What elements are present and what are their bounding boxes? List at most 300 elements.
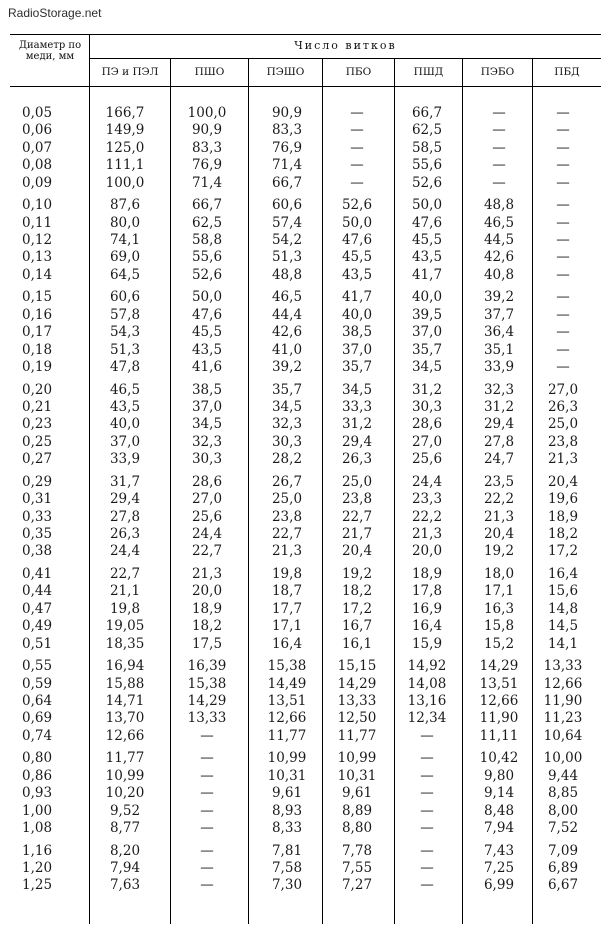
turns-cell: — xyxy=(556,249,570,265)
turns-cell: 60,6 xyxy=(109,289,141,305)
turns-cell: 17,2 xyxy=(341,601,373,617)
turns-cell: 24,7 xyxy=(483,451,515,467)
turns-cell: 42,6 xyxy=(483,249,515,265)
turns-cell: — xyxy=(556,359,570,375)
column-divider xyxy=(248,58,249,924)
diameter-cell: 0,10 xyxy=(22,197,53,213)
turns-cell: 33,3 xyxy=(341,399,373,415)
turns-cell: 46,5 xyxy=(271,289,303,305)
diameter-cell: 0,25 xyxy=(22,434,53,450)
turns-cell: 22,7 xyxy=(341,509,373,525)
turns-cell: 50,0 xyxy=(341,215,373,231)
turns-cell: 46,5 xyxy=(109,382,141,398)
turns-cell: 125,0 xyxy=(105,140,145,156)
turns-cell: 48,8 xyxy=(271,267,303,283)
turns-cell: 76,9 xyxy=(191,157,223,173)
turns-cell: 37,0 xyxy=(191,399,223,415)
turns-cell: 8,80 xyxy=(341,820,373,836)
turns-cell: 74,1 xyxy=(109,232,141,248)
turns-cell: 8,85 xyxy=(547,785,579,801)
turns-cell: 27,8 xyxy=(483,434,515,450)
turns-cell: 43,5 xyxy=(411,249,443,265)
turns-cell: 16,1 xyxy=(341,636,373,652)
turns-cell: 18,2 xyxy=(191,618,223,634)
diameter-cell: 0,31 xyxy=(22,491,53,507)
turns-cell: 35,7 xyxy=(341,359,373,375)
turns-cell: 58,8 xyxy=(191,232,223,248)
diameter-cell: 0,14 xyxy=(22,267,53,283)
turns-cell: 15,8 xyxy=(483,618,515,634)
turns-cell: 22,2 xyxy=(483,491,515,507)
turns-cell: 14,8 xyxy=(547,601,579,617)
turns-cell: — xyxy=(556,175,570,191)
turns-cell: 10,31 xyxy=(337,768,377,784)
turns-cell: 15,2 xyxy=(483,636,515,652)
turns-cell: — xyxy=(200,803,214,819)
turns-cell: 9,52 xyxy=(109,803,141,819)
turns-cell: 15,88 xyxy=(105,676,145,692)
turns-cell: 16,7 xyxy=(341,618,373,634)
turns-cell: 8,00 xyxy=(547,803,579,819)
turns-cell: 15,38 xyxy=(187,676,227,692)
turns-cell: 20,4 xyxy=(483,526,515,542)
turns-cell: 25,6 xyxy=(411,451,443,467)
diameter-cell: 0,05 xyxy=(22,105,53,121)
turns-cell: — xyxy=(420,750,434,766)
turns-cell: 28,6 xyxy=(191,474,223,490)
turns-cell: 13,16 xyxy=(407,693,447,709)
turns-cell: — xyxy=(556,197,570,213)
turns-cell: 90,9 xyxy=(271,105,303,121)
turns-cell: 36,4 xyxy=(483,324,515,340)
diameter-cell: 0,69 xyxy=(22,710,53,726)
turns-cell: 20,0 xyxy=(411,543,443,559)
turns-cell: 11,90 xyxy=(543,693,583,709)
turns-cell: 12,50 xyxy=(337,710,377,726)
turns-cell: 33,9 xyxy=(109,451,141,467)
turns-cell: — xyxy=(200,820,214,836)
turns-cell: 21,3 xyxy=(191,566,223,582)
turns-cell: — xyxy=(556,307,570,323)
turns-cell: 57,8 xyxy=(109,307,141,323)
turns-cell: 30,3 xyxy=(271,434,303,450)
column-divider xyxy=(170,58,171,924)
diameter-cell: 0,64 xyxy=(22,693,53,709)
diameter-cell: 0,06 xyxy=(22,122,53,138)
turns-cell: 18,9 xyxy=(411,566,443,582)
turns-cell: 15,38 xyxy=(267,658,307,674)
turns-cell: 9,61 xyxy=(341,785,373,801)
column-header-pbd: ПБД xyxy=(554,66,580,78)
turns-cell: 9,44 xyxy=(547,768,579,784)
turns-cell: 32,3 xyxy=(191,434,223,450)
diameter-cell: 0,12 xyxy=(22,232,53,248)
turns-cell: 9,61 xyxy=(271,785,303,801)
turns-cell: 14,1 xyxy=(547,636,579,652)
turns-cell: 11,77 xyxy=(267,728,307,744)
turns-cell: 30,3 xyxy=(191,451,223,467)
diameter-cell: 0,07 xyxy=(22,140,53,156)
turns-cell: — xyxy=(200,768,214,784)
column-divider xyxy=(322,58,323,924)
turns-cell: 23,8 xyxy=(547,434,579,450)
turns-cell: — xyxy=(420,843,434,859)
diameter-cell: 0,17 xyxy=(22,324,53,340)
diameter-cell: 0,33 xyxy=(22,509,53,525)
turns-cell: 10,99 xyxy=(337,750,377,766)
turns-cell: — xyxy=(492,175,506,191)
turns-cell: 57,4 xyxy=(271,215,303,231)
turns-cell: 71,4 xyxy=(191,175,223,191)
turns-cell: 15,6 xyxy=(547,583,579,599)
turns-cell: 27,8 xyxy=(109,509,141,525)
turns-cell: 8,93 xyxy=(271,803,303,819)
turns-cell: 29,4 xyxy=(483,416,515,432)
turns-cell: — xyxy=(350,140,364,156)
turns-cell: 44,4 xyxy=(271,307,303,323)
turns-cell: 19,6 xyxy=(547,491,579,507)
turns-cell: 18,35 xyxy=(105,636,145,652)
turns-cell: 51,3 xyxy=(271,249,303,265)
turns-cell: — xyxy=(420,820,434,836)
turns-cell: 27,0 xyxy=(411,434,443,450)
turns-cell: 20,4 xyxy=(341,543,373,559)
turns-cell: 12,66 xyxy=(105,728,145,744)
turns-cell: 31,7 xyxy=(109,474,141,490)
turns-cell: 54,3 xyxy=(109,324,141,340)
turns-cell: 60,6 xyxy=(271,197,303,213)
turns-cell: 23,3 xyxy=(411,491,443,507)
turns-cell: 39,5 xyxy=(411,307,443,323)
turns-cell: 34,5 xyxy=(191,416,223,432)
turns-cell: 7,94 xyxy=(483,820,515,836)
turns-cell: 34,5 xyxy=(411,359,443,375)
turns-cell: — xyxy=(350,122,364,138)
turns-cell: 24,4 xyxy=(191,526,223,542)
turns-cell: — xyxy=(556,140,570,156)
turns-cell: 45,5 xyxy=(191,324,223,340)
turns-cell: 69,0 xyxy=(109,249,141,265)
turns-cell: 12,66 xyxy=(479,693,519,709)
turns-cell: 10,42 xyxy=(479,750,519,766)
turns-cell: 41,7 xyxy=(411,267,443,283)
turns-cell: 6,67 xyxy=(547,877,579,893)
turns-cell: 11,77 xyxy=(105,750,145,766)
diameter-cell: 1,16 xyxy=(22,843,53,859)
turns-cell: — xyxy=(200,785,214,801)
turns-cell: 27,0 xyxy=(191,491,223,507)
turns-cell: 21,3 xyxy=(411,526,443,542)
turns-cell: 18,9 xyxy=(547,509,579,525)
column-divider xyxy=(462,58,463,924)
turns-cell: 31,2 xyxy=(341,416,373,432)
turns-cell: 17,8 xyxy=(411,583,443,599)
turns-cell: 22,7 xyxy=(191,543,223,559)
diameter-cell: 0,38 xyxy=(22,543,53,559)
turns-cell: 37,0 xyxy=(411,324,443,340)
column-header-psho: ПШО xyxy=(194,66,225,78)
turns-cell: 6,89 xyxy=(547,860,579,876)
turns-cell: 62,5 xyxy=(411,122,443,138)
diameter-cell: 0,19 xyxy=(22,359,53,375)
turns-cell: 111,1 xyxy=(105,157,145,173)
turns-cell: — xyxy=(420,860,434,876)
turns-cell: 26,7 xyxy=(271,474,303,490)
diameter-cell: 0,21 xyxy=(22,399,53,415)
turns-cell: 7,30 xyxy=(271,877,303,893)
turns-cell: 12,34 xyxy=(407,710,447,726)
turns-cell: 25,0 xyxy=(341,474,373,490)
turns-cell: 37,7 xyxy=(483,307,515,323)
diameter-cell: 0,11 xyxy=(22,215,53,231)
turns-header: Число витков xyxy=(294,39,397,52)
turns-cell: 52,6 xyxy=(411,175,443,191)
turns-cell: — xyxy=(200,728,214,744)
turns-cell: 8,48 xyxy=(483,803,515,819)
turns-cell: — xyxy=(420,877,434,893)
turns-cell: 11,77 xyxy=(337,728,377,744)
turns-cell: 15,9 xyxy=(411,636,443,652)
turns-cell: 15,15 xyxy=(337,658,377,674)
turns-cell: 19,2 xyxy=(483,543,515,559)
turns-cell: 21,3 xyxy=(271,543,303,559)
turns-cell: 58,5 xyxy=(411,140,443,156)
turns-cell: 18,7 xyxy=(271,583,303,599)
diameter-cell: 0,47 xyxy=(22,601,53,617)
turns-cell: — xyxy=(200,750,214,766)
diameter-cell: 1,08 xyxy=(22,820,53,836)
turns-cell: 10,99 xyxy=(267,750,307,766)
column-divider xyxy=(89,34,90,924)
turns-cell: 18,2 xyxy=(547,526,579,542)
turns-cell: — xyxy=(492,140,506,156)
turns-cell: 66,7 xyxy=(411,105,443,121)
turns-cell: 100,0 xyxy=(187,105,227,121)
turns-cell: 19,8 xyxy=(271,566,303,582)
diameter-cell: 0,27 xyxy=(22,451,53,467)
turns-cell: 17,7 xyxy=(271,601,303,617)
turns-cell: 45,5 xyxy=(411,232,443,248)
turns-cell: 14,5 xyxy=(547,618,579,634)
diameter-cell: 1,00 xyxy=(22,803,53,819)
turns-cell: 14,29 xyxy=(337,676,377,692)
turns-cell: 50,0 xyxy=(191,289,223,305)
diameter-cell: 0,20 xyxy=(22,382,53,398)
turns-cell: 21,3 xyxy=(547,451,579,467)
turns-cell: 45,5 xyxy=(341,249,373,265)
turns-cell: 25,6 xyxy=(191,509,223,525)
turns-cell: 24,4 xyxy=(411,474,443,490)
turns-cell: 34,5 xyxy=(341,382,373,398)
turns-cell: 22,2 xyxy=(411,509,443,525)
turns-cell: 10,00 xyxy=(543,750,583,766)
diameter-cell: 0,08 xyxy=(22,157,53,173)
diameter-cell: 0,49 xyxy=(22,618,53,634)
turns-cell: — xyxy=(556,342,570,358)
turns-cell: 16,39 xyxy=(187,658,227,674)
turns-cell: 25,0 xyxy=(271,491,303,507)
turns-cell: 14,71 xyxy=(105,693,145,709)
turns-cell: — xyxy=(556,289,570,305)
diameter-cell: 0,18 xyxy=(22,342,53,358)
diameter-cell: 0,74 xyxy=(22,728,53,744)
turns-cell: 10,64 xyxy=(543,728,583,744)
turns-cell: 35,1 xyxy=(483,342,515,358)
turns-cell: 6,99 xyxy=(483,877,515,893)
turns-cell: 10,99 xyxy=(105,768,145,784)
turns-cell: 52,6 xyxy=(191,267,223,283)
turns-cell: — xyxy=(492,105,506,121)
turns-cell: 39,2 xyxy=(483,289,515,305)
turns-cell: 50,0 xyxy=(411,197,443,213)
turns-cell: 8,77 xyxy=(109,820,141,836)
diameter-cell: 0,93 xyxy=(22,785,53,801)
turns-cell: — xyxy=(556,105,570,121)
turns-cell: 17,2 xyxy=(547,543,579,559)
turns-cell: 41,0 xyxy=(271,342,303,358)
turns-cell: 166,7 xyxy=(105,105,145,121)
turns-cell: 40,0 xyxy=(341,307,373,323)
turns-cell: 7,81 xyxy=(271,843,303,859)
turns-cell: 8,20 xyxy=(109,843,141,859)
turns-cell: 19,05 xyxy=(105,618,145,634)
turns-cell: 39,2 xyxy=(271,359,303,375)
turns-cell: 32,3 xyxy=(271,416,303,432)
diameter-cell: 0,59 xyxy=(22,676,53,692)
turns-cell: 31,2 xyxy=(411,382,443,398)
turns-cell: 26,3 xyxy=(547,399,579,415)
turns-cell: 43,5 xyxy=(191,342,223,358)
turns-cell: 29,4 xyxy=(341,434,373,450)
diameter-cell: 0,51 xyxy=(22,636,53,652)
turns-cell: 22,7 xyxy=(271,526,303,542)
turns-cell: 54,2 xyxy=(271,232,303,248)
turns-cell: 7,25 xyxy=(483,860,515,876)
column-header-pesho: ПЭШО xyxy=(266,66,305,78)
turns-cell: 13,51 xyxy=(267,693,307,709)
turns-cell: 7,94 xyxy=(109,860,141,876)
diameter-cell: 0,15 xyxy=(22,289,53,305)
turns-cell: 18,9 xyxy=(191,601,223,617)
turns-cell: 26,3 xyxy=(109,526,141,542)
turns-cell: 16,9 xyxy=(411,601,443,617)
turns-cell: 41,6 xyxy=(191,359,223,375)
turns-cell: 18,2 xyxy=(341,583,373,599)
turns-cell: 7,58 xyxy=(271,860,303,876)
turns-cell: — xyxy=(556,267,570,283)
turns-cell: 11,11 xyxy=(479,728,519,744)
diameter-cell: 0,23 xyxy=(22,416,53,432)
turns-cell: 83,3 xyxy=(191,140,223,156)
turns-cell: — xyxy=(350,105,364,121)
turns-cell: 38,5 xyxy=(191,382,223,398)
turns-cell: 90,9 xyxy=(191,122,223,138)
turns-cell: 10,31 xyxy=(267,768,307,784)
turns-cell: 30,3 xyxy=(411,399,443,415)
turns-cell: 43,5 xyxy=(341,267,373,283)
turns-cell: — xyxy=(350,175,364,191)
diameter-cell: 1,25 xyxy=(22,877,53,893)
turns-cell: — xyxy=(200,860,214,876)
turns-cell: — xyxy=(420,785,434,801)
turns-cell: 23,8 xyxy=(271,509,303,525)
turns-cell: 14,29 xyxy=(479,658,519,674)
turns-cell: 27,0 xyxy=(547,382,579,398)
turns-cell: 9,14 xyxy=(483,785,515,801)
turns-cell: — xyxy=(420,803,434,819)
turns-cell: 16,4 xyxy=(271,636,303,652)
diameter-cell: 0,09 xyxy=(22,175,53,191)
column-header-pshd: ПШД xyxy=(413,66,444,78)
turns-cell: — xyxy=(556,324,570,340)
turns-cell: 62,5 xyxy=(191,215,223,231)
turns-cell: 8,33 xyxy=(271,820,303,836)
turns-cell: 12,66 xyxy=(543,676,583,692)
turns-cell: — xyxy=(556,157,570,173)
diameter-cell: 0,16 xyxy=(22,307,53,323)
turns-cell: 47,8 xyxy=(109,359,141,375)
turns-cell: 29,4 xyxy=(109,491,141,507)
diameter-cell: 0,13 xyxy=(22,249,53,265)
turns-cell: 47,6 xyxy=(191,307,223,323)
turns-cell: 21,1 xyxy=(109,583,141,599)
turns-cell: 9,80 xyxy=(483,768,515,784)
turns-cell: 19,8 xyxy=(109,601,141,617)
turns-cell: 35,7 xyxy=(271,382,303,398)
turns-cell: 8,89 xyxy=(341,803,373,819)
turns-cell: 19,2 xyxy=(341,566,373,582)
turns-cell: 17,1 xyxy=(483,583,515,599)
turns-cell: 22,7 xyxy=(109,566,141,582)
turns-cell: 23,5 xyxy=(483,474,515,490)
turns-cell: 14,08 xyxy=(407,676,447,692)
turns-cell: 28,6 xyxy=(411,416,443,432)
turns-cell: 13,33 xyxy=(337,693,377,709)
turns-cell: 37,0 xyxy=(109,434,141,450)
turns-cell: 43,5 xyxy=(109,399,141,415)
turns-cell: 37,0 xyxy=(341,342,373,358)
turns-cell: 7,63 xyxy=(109,877,141,893)
turns-cell: 16,4 xyxy=(547,566,579,582)
turns-cell: 83,3 xyxy=(271,122,303,138)
turns-cell: 10,20 xyxy=(105,785,145,801)
turns-cell: 32,3 xyxy=(483,382,515,398)
turns-cell: — xyxy=(420,728,434,744)
turns-cell: 11,23 xyxy=(543,710,583,726)
turns-cell: 55,6 xyxy=(411,157,443,173)
turns-cell: 66,7 xyxy=(271,175,303,191)
top-rule xyxy=(10,34,601,35)
turns-cell: 40,0 xyxy=(411,289,443,305)
turns-cell: 24,4 xyxy=(109,543,141,559)
diameter-cell: 0,44 xyxy=(22,583,53,599)
turns-cell: — xyxy=(200,843,214,859)
turns-cell: — xyxy=(492,157,506,173)
turns-cell: — xyxy=(200,877,214,893)
turns-cell: 7,55 xyxy=(341,860,373,876)
turns-cell: 20,4 xyxy=(547,474,579,490)
diameter-cell: 0,35 xyxy=(22,526,53,542)
header-bottom-rule xyxy=(10,86,601,87)
diameter-cell: 1,20 xyxy=(22,860,53,876)
turns-cell: 66,7 xyxy=(191,197,223,213)
column-divider xyxy=(394,58,395,924)
turns-cell: 21,7 xyxy=(341,526,373,542)
turns-cell: 48,8 xyxy=(483,197,515,213)
turns-cell: 7,52 xyxy=(547,820,579,836)
turns-cell: 17,1 xyxy=(271,618,303,634)
turns-cell: 28,2 xyxy=(271,451,303,467)
